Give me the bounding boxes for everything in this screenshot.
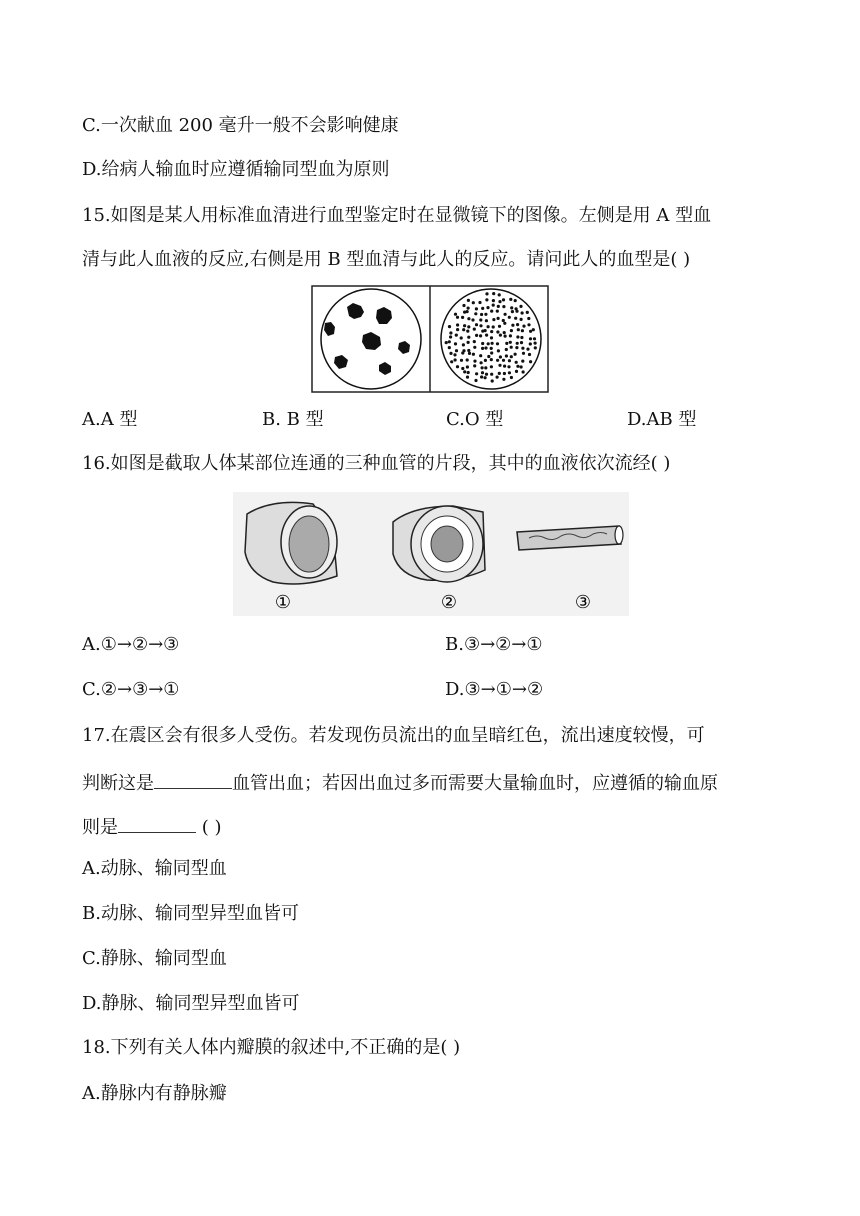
q16-option-a: A.①→②→③ bbox=[82, 634, 180, 655]
q16-stem: 16.如图是截取人体某部位连通的三种血管的片段，其中的血液依次流经( ) bbox=[82, 453, 671, 474]
q15-option-d: D.AB 型 bbox=[627, 409, 697, 430]
q15-stem-line2: 清与此人血液的反应,右侧是用 B 型血清与此人的反应。请问此人的血型是( ) bbox=[82, 249, 691, 270]
uniform-dot-sample-circle bbox=[441, 289, 541, 389]
q14-option-d: D.给病人输血时应遵循输同型血为原则 bbox=[82, 159, 390, 180]
q15-option-a: A.A 型 bbox=[82, 409, 138, 430]
q17-option-d: D.静脉、输同型异型血皆可 bbox=[82, 993, 300, 1014]
vessel-label-1: ① bbox=[274, 592, 292, 613]
blood-typing-figure bbox=[311, 285, 549, 393]
q17-stem-line1: 17.在震区会有很多人受伤。若发现伤员流出的血呈暗红色，流出速度较慢，可 bbox=[82, 725, 705, 746]
q16-option-c: C.②→③→① bbox=[82, 679, 180, 700]
q18-option-a: A.静脉内有静脉瓣 bbox=[82, 1083, 227, 1104]
q15-option-c: C.O 型 bbox=[446, 409, 504, 430]
agglutinated-sample-circle bbox=[321, 289, 421, 389]
q17-option-c: C.静脉、输同型血 bbox=[82, 948, 227, 969]
q15-stem-line1: 15.如图是某人用标准血清进行血型鉴定时在显微镜下的图像。左侧是用 A 型血 bbox=[82, 205, 712, 226]
q16-option-b: B.③→②→① bbox=[445, 634, 543, 655]
q17-blank-2 bbox=[118, 814, 196, 833]
q18-stem: 18.下列有关人体内瓣膜的叙述中,不正确的是( ) bbox=[82, 1037, 461, 1058]
q17-option-a: A.动脉、输同型血 bbox=[82, 858, 227, 879]
q17-line3-start: 则是 bbox=[82, 817, 118, 838]
q17-stem-line2 bbox=[82, 770, 718, 796]
q17-blank-1 bbox=[154, 770, 232, 789]
q17-line3-end: ( ) bbox=[196, 817, 222, 838]
blood-vessels-figure bbox=[233, 492, 629, 616]
vessel-label-2: ② bbox=[440, 592, 458, 613]
vessel-label-3: ③ bbox=[574, 592, 592, 613]
q16-option-d: D.③→①→② bbox=[445, 679, 544, 700]
q17-line2-start: 判断这是 bbox=[82, 773, 154, 794]
q17-option-b: B.动脉、输同型异型血皆可 bbox=[82, 903, 299, 924]
q15-option-b: B. B 型 bbox=[262, 409, 324, 430]
q17-line2-end: 血管出血；若因出血过多而需要大量输血时，应遵循的输血原 bbox=[232, 773, 718, 794]
vessel-2-artery bbox=[393, 506, 485, 582]
q17-stem-line3 bbox=[82, 814, 222, 840]
q14-option-c: C.一次献血 200 毫升一般不会影响健康 bbox=[82, 115, 399, 136]
vessel-1-vein bbox=[245, 502, 337, 584]
